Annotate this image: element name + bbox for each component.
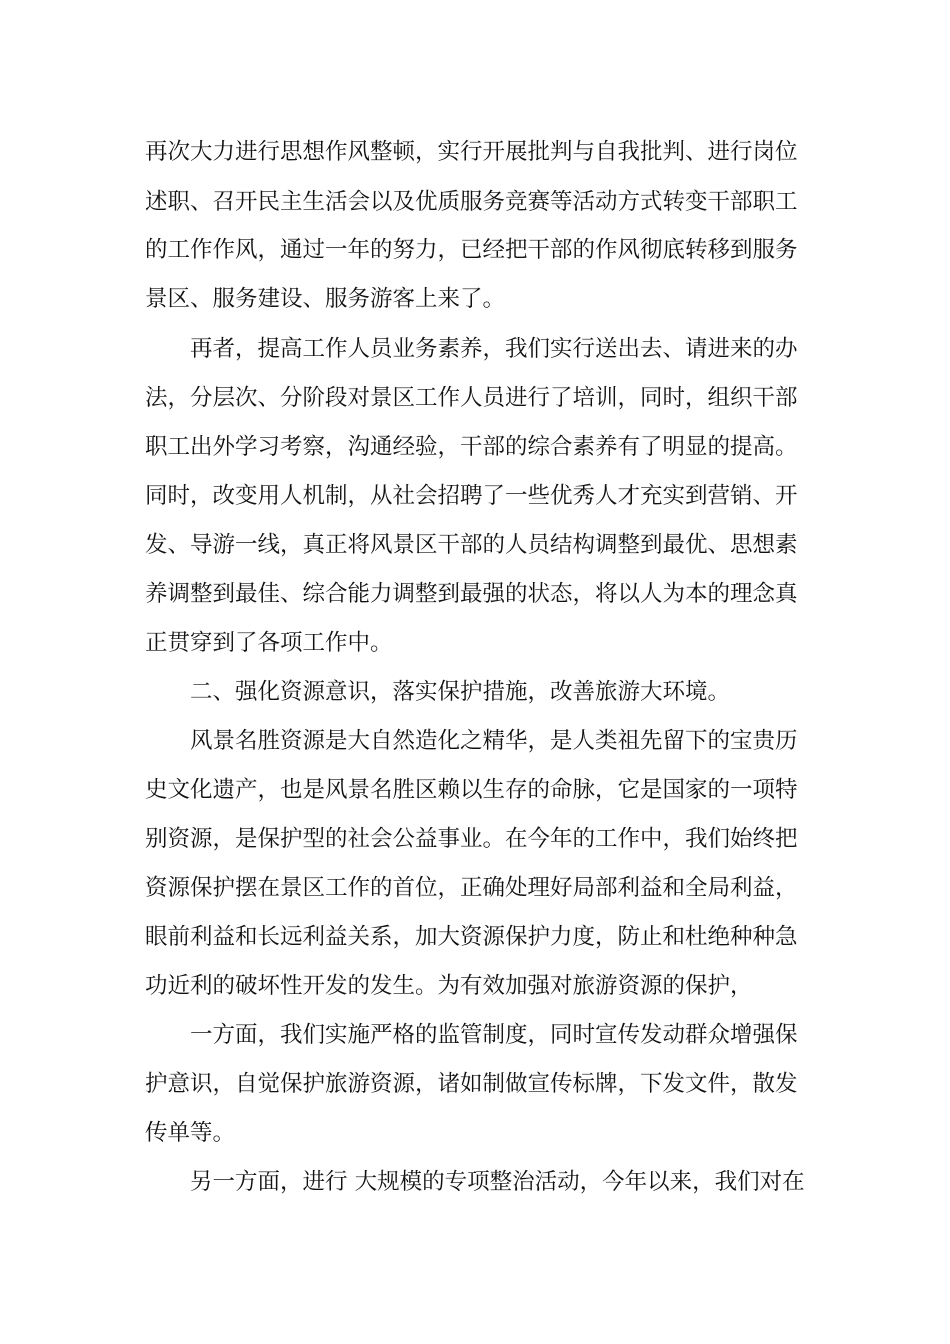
text-line: 同时，改变用人机制，从社会招聘了一些优秀人才充实到营销、开 bbox=[145, 483, 798, 509]
text-line: 职工出外学习考察，沟通经验，干部的综合素养有了明显的提高。 bbox=[145, 434, 798, 460]
text-line: 资源保护摆在景区工作的首位，正确处理好局部利益和全局利益， bbox=[145, 875, 798, 901]
text-line: 再次大力进行思想作风整顿，实行开展批判与自我批判、进行岗位 bbox=[145, 139, 798, 165]
text-line: 法，分层次、分阶段对景区工作人员进行了培训，同时，组织干部 bbox=[145, 385, 798, 411]
text-line: 述职、召开民主生活会以及优质服务竞赛等活动方式转变干部职工 bbox=[145, 189, 798, 215]
text-line: 传单等。 bbox=[145, 1120, 236, 1146]
text-line: 正贯穿到了各项工作中。 bbox=[145, 630, 393, 656]
text-line: 别资源，是保护型的社会公益事业。在今年的工作中，我们始终把 bbox=[145, 826, 798, 852]
text-line: 养调整到最佳、综合能力调整到最强的状态，将以人为本的理念真 bbox=[145, 581, 798, 607]
text-line: 发、导游一线，真正将风景区干部的人员结构调整到最优、思想素 bbox=[145, 532, 798, 558]
section-heading: 二、强化资源意识，落实保护措施，改善旅游大环境。 bbox=[190, 679, 731, 705]
text-line: 功近利的破坏性开发的发生。为有效加强对旅游资源的保护， bbox=[145, 973, 753, 999]
paragraph-first-line: 再者，提高工作人员业务素养，我们实行送出去、请进来的办 bbox=[190, 336, 798, 362]
text-line: 史文化遗产，也是风景名胜区赖以生存的命脉，它是国家的一项特 bbox=[145, 777, 798, 803]
paragraph-first-line: 一方面，我们实施严格的监管制度，同时宣传发动群众增强保 bbox=[190, 1022, 798, 1048]
paragraph-first-line: 另一方面，进行 大规模的专项整治活动，今年以来，我们对在 bbox=[190, 1169, 805, 1195]
text-line: 景区、服务建设、服务游客上来了。 bbox=[145, 286, 506, 312]
text-line: 的工作作风，通过一年的努力，已经把干部的作风彻底转移到服务 bbox=[145, 237, 798, 263]
text-line: 护意识，自觉保护旅游资源，诸如制做宣传标牌，下发文件，散发 bbox=[145, 1071, 798, 1097]
paragraph-first-line: 风景名胜资源是大自然造化之精华，是人类祖先留下的宝贵历 bbox=[190, 728, 798, 754]
text-line: 眼前利益和长远利益关系，加大资源保护力度，防止和杜绝种种急 bbox=[145, 924, 798, 950]
